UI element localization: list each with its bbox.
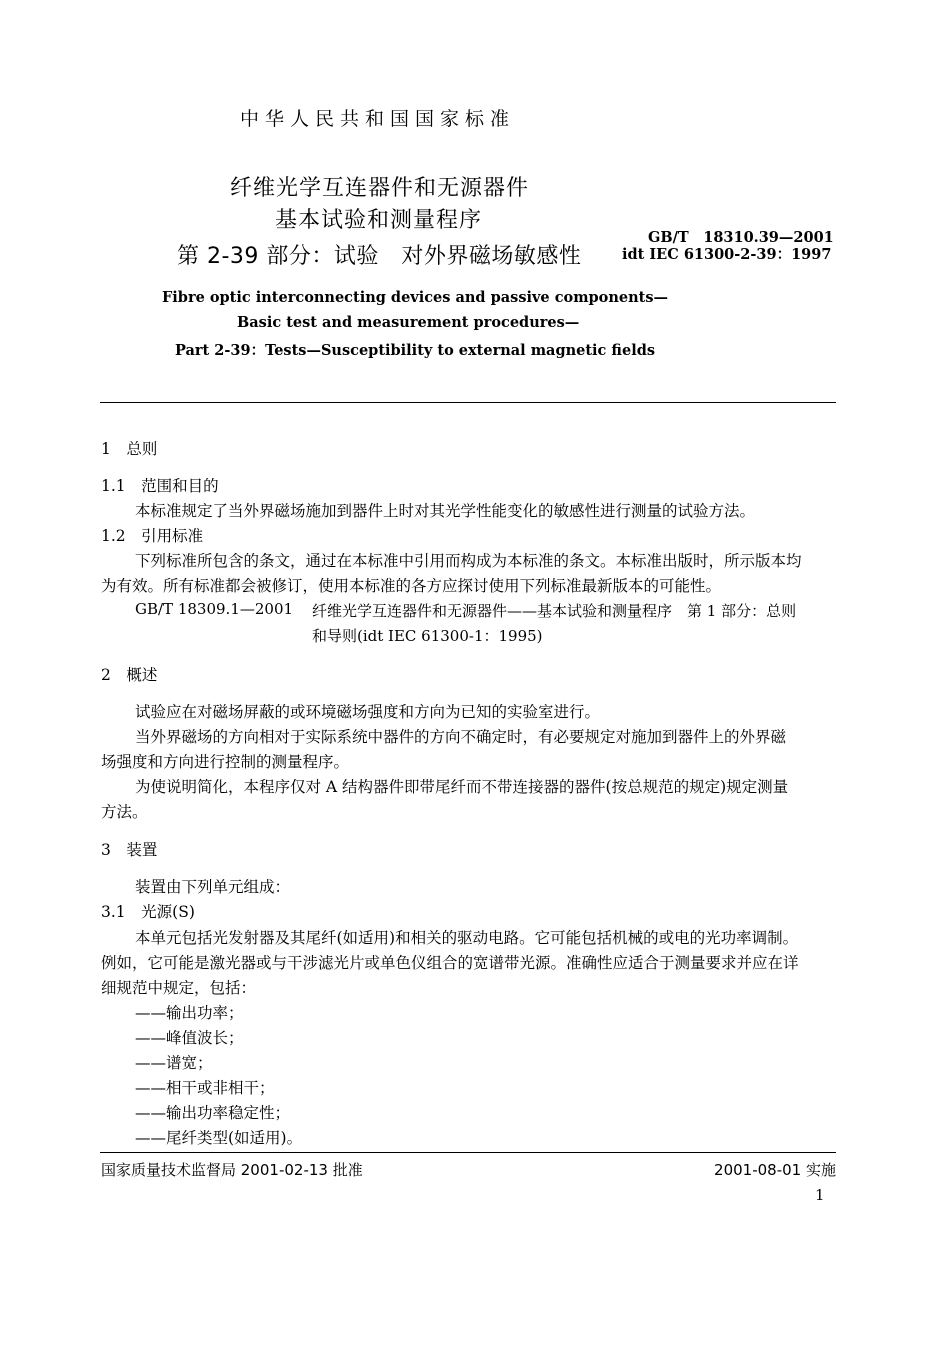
section-1-2-text-line-2: 为有效。所有标准都会被修订，使用本标准的各方应探讨使用下列标准最新版本的可能性。 bbox=[101, 577, 722, 595]
section-3-1-line-3: 细规范中规定，包括： bbox=[101, 979, 257, 997]
section-1-heading: 1 总则 bbox=[101, 440, 158, 458]
section-1-1-heading: 1.1 范围和目的 bbox=[101, 477, 219, 495]
section-1-2-heading: 1.2 引用标准 bbox=[101, 527, 204, 545]
footer-divider bbox=[100, 1152, 836, 1153]
header-divider bbox=[100, 402, 836, 403]
section-3-1-heading: 3.1 光源(S) bbox=[101, 903, 195, 921]
list-item: ——峰值波长； bbox=[135, 1029, 244, 1047]
standard-idt: idt IEC 61300-2-39：1997 bbox=[622, 246, 832, 263]
list-item: ——尾纤类型(如适用)。 bbox=[135, 1129, 303, 1147]
standard-number: GB/T 18310.39—2001 bbox=[648, 229, 834, 246]
title-en-line-3: Part 2-39：Tests—Susceptibility to external magnetic fields bbox=[175, 342, 656, 359]
section-3-1-line-2: 例如，它可能是激光器或与干涉滤光片或单色仪组合的宽谱带光源。准确性应适合于测量要求并应在详 bbox=[101, 954, 799, 972]
section-2-heading: 2 概述 bbox=[101, 666, 158, 684]
effective-date: 2001-08-01 实施 bbox=[714, 1161, 836, 1179]
title-cn-line-3: 第 2-39 部分：试验 对外界磁场敏感性 bbox=[177, 244, 582, 269]
national-standard-label: 中华人民共和国国家标准 bbox=[240, 108, 516, 130]
list-item: ——相干或非相干； bbox=[135, 1079, 275, 1097]
approval-date: 国家质量技术监督局 2001-02-13 批准 bbox=[101, 1161, 363, 1179]
section-1-2-text-line-1: 下列标准所包含的条文，通过在本标准中引用而构成为本标准的条文。本标准出版时，所示版本均 bbox=[135, 552, 802, 570]
section-3-1-line-1: 本单元包括光发射器及其尾纤(如适用)和相关的驱动电路。它可能包括机械的或电的光功率调制。 bbox=[135, 929, 799, 947]
list-item: ——谱宽； bbox=[135, 1054, 213, 1072]
reference-code: GB/T 18309.1—2001 bbox=[135, 600, 294, 618]
section-3-intro: 装置由下列单元组成： bbox=[135, 878, 291, 896]
section-2-paragraph-3-line-2: 方法。 bbox=[101, 803, 148, 821]
title-en-line-2: Basic test and measurement procedures— bbox=[237, 314, 580, 331]
section-2-paragraph-3-line-1: 为使说明简化，本程序仅对 A 结构器件即带尾纤而不带连接器的器件(按总规范的规定)规定测量 bbox=[135, 778, 789, 796]
section-2-paragraph-1: 试验应在对磁场屏蔽的或环境磁场强度和方向为已知的实验室进行。 bbox=[135, 703, 601, 721]
section-1-1-text: 本标准规定了当外界磁场施加到器件上时对其光学性能变化的敏感性进行测量的试验方法。 bbox=[135, 502, 756, 520]
reference-title-line-1: 纤维光学互连器件和无源器件——基本试验和测量程序 第 1 部分：总则 bbox=[312, 602, 797, 620]
section-2-paragraph-2-line-1: 当外界磁场的方向相对于实际系统中器件的方向不确定时，有必要规定对施加到器件上的外界磁 bbox=[135, 728, 787, 746]
list-item: ——输出功率； bbox=[135, 1004, 244, 1022]
section-2-paragraph-2-line-2: 场强度和方向进行控制的测量程序。 bbox=[101, 753, 350, 771]
title-cn-line-2: 基本试验和测量程序 bbox=[275, 208, 483, 233]
title-cn-line-1: 纤维光学互连器件和无源器件 bbox=[230, 176, 530, 201]
section-3-heading: 3 装置 bbox=[101, 841, 158, 859]
page-number: 1 bbox=[815, 1186, 825, 1204]
reference-title-line-2: 和导则(idt IEC 61300-1：1995) bbox=[312, 627, 543, 645]
list-item: ——输出功率稳定性； bbox=[135, 1104, 291, 1122]
title-en-line-1: Fibre optic interconnecting devices and passive components— bbox=[162, 289, 669, 306]
